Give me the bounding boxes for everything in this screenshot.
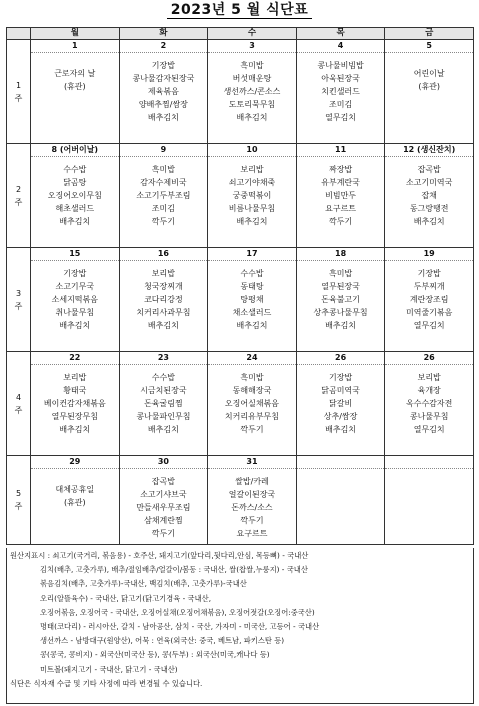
- menu-item: 근로자의 날: [54, 69, 96, 78]
- menu-item: 치커리사과무침: [136, 308, 191, 317]
- menu-item: 보리밥: [417, 373, 441, 382]
- day-cell: [296, 40, 385, 144]
- menu-item: 열무김치: [413, 321, 445, 330]
- menu-item: 보리밥: [151, 269, 175, 278]
- menu-items: [120, 157, 208, 228]
- menu-item: 보리밥: [240, 165, 264, 174]
- day-cell: [208, 144, 297, 248]
- menu-item: 궁중떡볶이: [232, 191, 272, 200]
- week-label: [7, 144, 31, 248]
- menu-item: 시금치된장국: [140, 386, 187, 395]
- menu-item: 생선까스/콘소스: [223, 87, 281, 96]
- week-label-text: 주: [14, 405, 23, 415]
- day-date: 9: [120, 144, 208, 157]
- menu-item: 조미김: [151, 204, 175, 213]
- menu-item: 육개장: [417, 386, 441, 395]
- day-cell: [296, 456, 385, 545]
- day-date: 16: [120, 248, 208, 261]
- menu-item: 조미김: [328, 100, 353, 109]
- menu-item: 오징어오이무침: [47, 191, 102, 200]
- week-label-text: 4: [15, 392, 22, 402]
- menu-item: 열무김치: [413, 425, 445, 434]
- origin-line: 식단은 식자재 수급 및 기타 사정에 따라 변경될 수 있습니다.: [10, 678, 203, 688]
- day-date: 26: [385, 352, 473, 365]
- menu-item: 비빔만두: [325, 191, 357, 200]
- day-date: 10: [208, 144, 296, 157]
- menu-items: [120, 469, 208, 540]
- menu-item: 삼채계란찜: [144, 516, 183, 525]
- day-cell: [385, 144, 474, 248]
- menu-item: 배추김치: [236, 321, 268, 330]
- menu-item: (휴관): [63, 498, 86, 507]
- day-cell: [119, 456, 208, 545]
- menu-item: 기장밥: [417, 269, 441, 278]
- weekday-tue: 화: [119, 28, 208, 40]
- menu-items: [297, 365, 385, 436]
- menu-item: 잡곡밥: [417, 165, 441, 174]
- menu-item: 보리밥: [63, 373, 87, 382]
- weekday-header-row: [7, 28, 474, 40]
- day-date: 30: [120, 456, 208, 469]
- menu-item: 두부찌개: [413, 282, 445, 291]
- menu-items: [297, 469, 385, 475]
- menu-items: [385, 261, 473, 332]
- week-label-text: 3: [15, 288, 22, 298]
- week-label-text: 5: [15, 489, 22, 498]
- origin-line: 김치(배추, 고춧가루), 배추/절임배추/얼갈이/봄동 : 국내산, 쌀(찹쌀,누룽지) - 국내산: [40, 565, 308, 575]
- day-cell: [385, 456, 474, 545]
- origin-line: 원산지표시 : 쇠고기(국거리, 볶음용) - 호주산, 돼지고기(앞다리,뒷다리,안심, 목등뼈) - 국내산: [10, 551, 309, 560]
- day-date: 5: [385, 40, 473, 53]
- week-row-2: [7, 144, 474, 248]
- day-cell: [31, 352, 120, 456]
- menu-item: 흑미밥: [240, 61, 264, 70]
- menu-item: 옥수수감자전: [406, 399, 453, 408]
- menu-item: 아욱된장국: [321, 74, 360, 83]
- menu-item: 소고기미역국: [406, 178, 453, 187]
- menu-item: (휴관): [418, 82, 441, 91]
- menu-item: 대체공휴일: [55, 485, 95, 494]
- menu-item: 소세지떡볶음: [51, 295, 98, 304]
- week-label: [7, 456, 31, 545]
- day-cell: [385, 248, 474, 352]
- week-row-3: [7, 248, 474, 352]
- menu-item: 쇠고기야채죽: [228, 178, 276, 187]
- origin-line: 생선까스 - 남방대구(원양산), 어묵 : 연육(외국산: 중국, 베트남, 파키스탄 등): [40, 636, 285, 646]
- origin-line: 오징어볶음, 오징어국 - 국내산, 오징어실채(오징어채볶음), 오징어젓갈(오징어:중국산): [40, 607, 315, 617]
- origin-line: 오리(알뜰육수) - 국내산, 닭고기(닭고기경육 - 국내산,: [40, 593, 212, 603]
- menu-item: 콩나물파인무침: [136, 412, 191, 421]
- menu-item: 도토리묵무침: [228, 100, 276, 109]
- week-row-4: [7, 352, 474, 456]
- menu-items: [297, 53, 385, 124]
- menu-items: [297, 261, 385, 332]
- day-date: 31: [208, 456, 296, 469]
- menu-item: (휴관): [63, 82, 86, 91]
- day-cell: [31, 40, 120, 144]
- menu-item: 치커리유부무침: [224, 412, 280, 421]
- menu-item: 흑미밥: [328, 269, 353, 278]
- menu-item: 얼갈이된장국: [228, 490, 276, 499]
- week-label: [7, 248, 31, 352]
- menu-item: 잡채: [421, 191, 437, 200]
- day-date: 15: [31, 248, 119, 261]
- day-cell: [385, 40, 474, 144]
- menu-item: 콩나물무침: [409, 412, 449, 421]
- menu-item: 짜장밥: [328, 165, 353, 174]
- menu-item: 배추김치: [236, 113, 268, 122]
- menu-item: 깍두기: [328, 217, 353, 226]
- menu-items: [120, 261, 208, 332]
- menu-item: 배추김치: [325, 321, 357, 330]
- menu-item: 수수밥: [151, 373, 175, 382]
- menu-table: [6, 27, 474, 545]
- day-cell: [208, 352, 297, 456]
- day-date: 24: [208, 352, 296, 365]
- menu-items: [385, 365, 473, 436]
- menu-item: 취나물무침: [55, 308, 95, 317]
- menu-item: 미역줄기볶음: [406, 308, 453, 317]
- menu-item: 열무김치: [325, 113, 357, 122]
- day-cell: [119, 40, 208, 144]
- menu-item: 깍두기: [240, 516, 264, 525]
- menu-item: 코다리강정: [144, 295, 183, 304]
- menu-item: 탕평채: [240, 295, 264, 304]
- menu-item: 열무된장국: [321, 282, 360, 291]
- menu-item: 열무된장무침: [51, 412, 98, 421]
- menu-item: 배추김치: [413, 217, 445, 226]
- weekday-fri: 금: [385, 28, 474, 40]
- day-cell: [385, 352, 474, 456]
- day-date: 26: [297, 352, 385, 365]
- weekday-wed: 수: [208, 28, 297, 40]
- day-cell: [296, 248, 385, 352]
- menu-item: 닭곰미역국: [321, 386, 360, 395]
- menu-items: [120, 365, 208, 436]
- day-date: 8 (어버이날): [31, 144, 119, 157]
- menu-items: [208, 157, 296, 228]
- menu-item: 어린이날: [413, 69, 445, 78]
- menu-item: 동그랑땡전: [409, 204, 449, 213]
- menu-items: [31, 261, 119, 332]
- menu-item: 유부계란국: [321, 178, 360, 187]
- menu-item: 배추김치: [325, 425, 357, 434]
- week-label-text: 주: [14, 502, 23, 511]
- menu-item: 배추김치: [59, 321, 91, 330]
- menu-item: 배추김치: [147, 113, 179, 122]
- menu-item: 배추김치: [236, 217, 268, 226]
- menu-item: 쌀밥/카레: [235, 477, 269, 486]
- page-title-text: 2023년 5 월 식단표: [167, 2, 312, 19]
- day-date: 18: [297, 248, 385, 261]
- day-cell: [31, 144, 120, 248]
- menu-item: 버섯매운탕: [232, 74, 272, 83]
- menu-item: 수수밥: [63, 165, 87, 174]
- day-date: 17: [208, 248, 296, 261]
- origin-line: 볶음김치(배추, 고춧가루)-국내산, 백김치(배추, 고춧가루)-국내산: [40, 579, 247, 589]
- day-date: 23: [120, 352, 208, 365]
- menu-item: 흑미밥: [151, 165, 175, 174]
- menu-item: 만들새우무조림: [136, 503, 191, 512]
- menu-item: 베이컨감자채볶음: [43, 399, 106, 408]
- menu-item: 치킨샐러드: [321, 87, 360, 96]
- menu-item: 양배추찜/쌈장: [138, 100, 188, 109]
- menu-item: 오징어실채볶음: [224, 399, 280, 408]
- day-cell: [208, 456, 297, 545]
- menu-items: [31, 365, 119, 436]
- menu-item: 수수밥: [240, 269, 264, 278]
- menu-item: 동태탕: [240, 282, 264, 291]
- week-label-text: 1: [15, 80, 22, 90]
- week-label-text: 2: [15, 184, 22, 194]
- day-cell: [296, 144, 385, 248]
- week-row-1: [7, 40, 474, 144]
- day-cell: [208, 248, 297, 352]
- weekday-mon: 월: [31, 28, 120, 40]
- menu-item: 상추/쌈장: [323, 412, 358, 421]
- menu-items: [208, 261, 296, 332]
- day-cell: [119, 144, 208, 248]
- day-date: 1: [31, 40, 119, 53]
- menu-item: 돈육불고기: [321, 295, 360, 304]
- day-cell: [31, 248, 120, 352]
- menu-item: 깍두기: [240, 425, 264, 434]
- weekday-thu: 목: [296, 28, 385, 40]
- day-date: 12 (생신잔치): [385, 144, 473, 157]
- origin-line: 미트볼(돼지고기 - 국내산, 닭고기 - 국내산): [40, 664, 178, 674]
- day-date: 4: [297, 40, 385, 53]
- menu-item: 비름나물무침: [228, 204, 276, 213]
- origin-line: 명태(코다리) - 러시아산, 갈치 - 남아공산, 삼치 - 국산, 가자미 - 미국산, 고등어 - 국내산: [40, 622, 320, 632]
- week-label-text: 주: [14, 93, 23, 103]
- menu-item: 청국장찌개: [144, 282, 183, 291]
- menu-items: [385, 469, 473, 475]
- day-date: 3: [208, 40, 296, 53]
- menu-items: [31, 157, 119, 228]
- menu-item: 닭갈비: [328, 399, 353, 408]
- week-label: [7, 40, 31, 144]
- page-title: [0, 0, 479, 22]
- menu-item: 소고기샤브국: [140, 490, 187, 499]
- day-cell: [119, 248, 208, 352]
- day-date: 19: [385, 248, 473, 261]
- menu-item: 계란장조림: [409, 295, 449, 304]
- menu-item: 흑미밥: [240, 373, 264, 382]
- origin-notice: [6, 548, 474, 704]
- week-label-text: 주: [14, 301, 23, 311]
- menu-item: 깍두기: [151, 217, 175, 226]
- menu-item: 기장밥: [328, 373, 353, 382]
- menu-items: [385, 157, 473, 228]
- menu-items: [208, 53, 296, 124]
- menu-items: [208, 469, 296, 540]
- day-date: 29: [31, 456, 119, 469]
- menu-item: 돈육굴림찜: [144, 399, 183, 408]
- origin-line: 콩(콩국, 콩비지) - 외국산(미국산 등), 콩(두부) : 외국산(미국,캐나다 등): [40, 650, 270, 660]
- menu-item: 닭곰탕: [63, 178, 87, 187]
- menu-item: 소고기무국: [55, 282, 95, 291]
- menu-item: 상추콩나물무침: [313, 308, 368, 317]
- week-label: [7, 352, 31, 456]
- menu-items: [208, 365, 296, 436]
- menu-item: 잡곡밥: [151, 477, 175, 486]
- menu-item: 요구르트: [325, 204, 357, 213]
- day-date: 22: [31, 352, 119, 365]
- day-cell: [296, 352, 385, 456]
- menu-item: 동해해장국: [232, 386, 272, 395]
- menu-item: 깍두기: [151, 529, 175, 538]
- menu-item: 황태국: [63, 386, 87, 395]
- menu-item: 기장밥: [63, 269, 87, 278]
- day-cell: [31, 456, 120, 545]
- day-date: [385, 456, 473, 469]
- menu-item: 소고기두부조림: [136, 191, 191, 200]
- menu-item: 배추김치: [147, 425, 179, 434]
- day-date: 11: [297, 144, 385, 157]
- menu-item: 배추김치: [59, 425, 91, 434]
- menu-item: 콩나물감자된장국: [132, 74, 195, 83]
- menu-item: 콩나물비빔밥: [317, 61, 364, 70]
- menu-item: 배추김치: [59, 217, 91, 226]
- week-row-5: [7, 456, 474, 545]
- menu-items: [31, 469, 119, 509]
- day-date: [297, 456, 385, 469]
- menu-items: [297, 157, 385, 228]
- menu-items: [120, 53, 208, 124]
- day-date: 2: [120, 40, 208, 53]
- corner-cell: [7, 28, 31, 40]
- menu-item: 배추김치: [147, 321, 179, 330]
- menu-item: 제육볶음: [147, 87, 179, 96]
- menu-item: 돈까스/소스: [231, 503, 273, 512]
- menu-items: [31, 53, 119, 93]
- week-label-text: 주: [14, 197, 23, 207]
- menu-item: 감자수제비국: [140, 178, 187, 187]
- menu-item: 기장밥: [151, 61, 175, 70]
- day-cell: [119, 352, 208, 456]
- menu-item: 해초샐러드: [55, 204, 95, 213]
- menu-items: [385, 53, 473, 93]
- day-cell: [208, 40, 297, 144]
- menu-item: 채소샐러드: [232, 308, 272, 317]
- menu-item: 요구르트: [236, 529, 268, 538]
